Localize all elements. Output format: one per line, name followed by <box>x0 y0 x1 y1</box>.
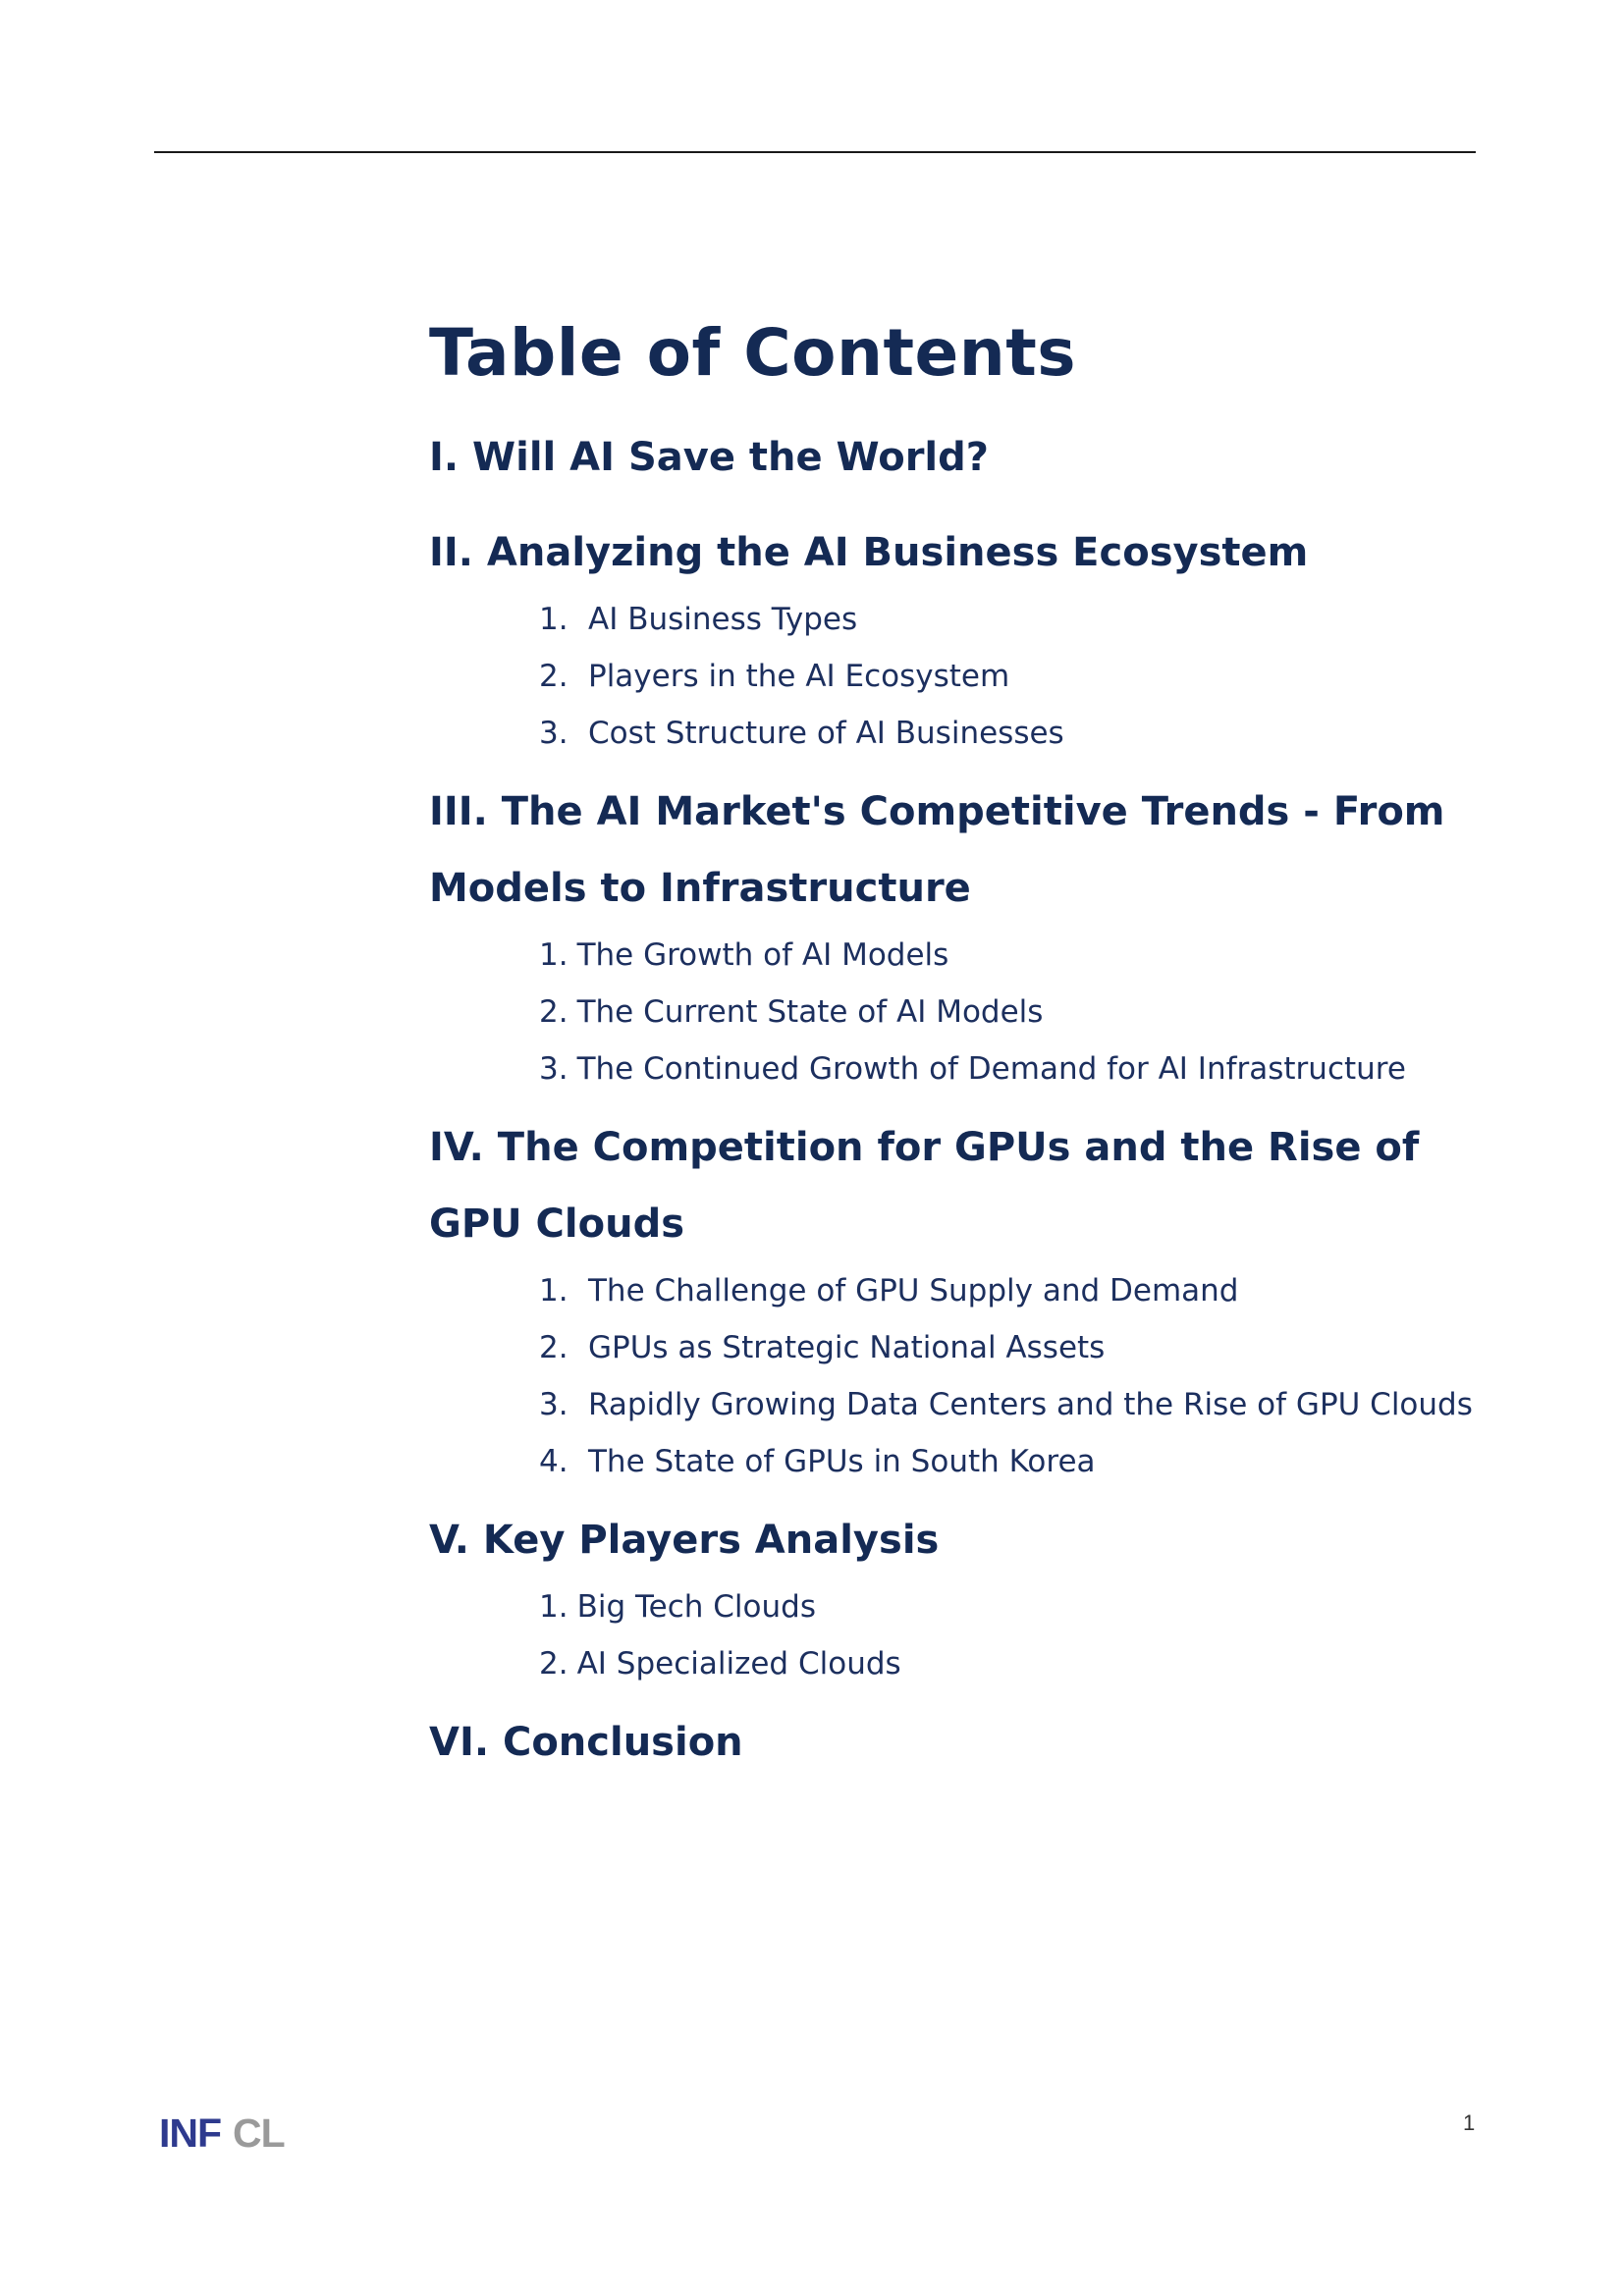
item-text: The Continued Growth of Demand for AI Infrastructure <box>576 1051 1406 1087</box>
list-item[interactable] <box>539 927 1489 984</box>
section-heading[interactable]: IV. The Competition for GPUs and the Rise of GPU Clouds <box>429 1125 1420 1247</box>
item-text: AI Business Types <box>588 602 858 637</box>
section-heading[interactable]: II. Analyzing the AI Business Ecosystem <box>429 530 1309 575</box>
item-number: 2. <box>539 994 568 1030</box>
toc-section-6 <box>429 1704 1489 1781</box>
item-number: 3. <box>539 1387 568 1422</box>
list-item[interactable] <box>539 1041 1489 1097</box>
logo-part-inf: INF <box>159 2110 222 2156</box>
item-text: Players in the AI Ecosystem <box>588 659 1010 694</box>
item-number: 3. <box>539 1051 568 1087</box>
toc-section-2 <box>429 514 1489 762</box>
item-number: 1. <box>539 937 568 973</box>
list-item[interactable] <box>539 591 1489 648</box>
toc-section-1 <box>429 419 1489 496</box>
item-text: Cost Structure of AI Businesses <box>588 716 1064 751</box>
subsection-list <box>429 1578 1489 1692</box>
list-item[interactable] <box>539 1262 1489 1319</box>
list-item[interactable] <box>539 648 1489 705</box>
list-item[interactable] <box>539 1433 1489 1490</box>
subsection-list <box>429 1262 1489 1490</box>
item-text: The Current State of AI Models <box>576 994 1044 1030</box>
page-number: 1 <box>1463 2110 1476 2135</box>
company-logo <box>159 2110 285 2157</box>
section-heading[interactable]: V. Key Players Analysis <box>429 1518 940 1563</box>
item-text: The Growth of AI Models <box>576 937 949 973</box>
logo-part-cl: CL <box>233 2110 285 2156</box>
header-rule <box>154 151 1476 153</box>
section-heading[interactable]: III. The AI Market's Competitive Trends - From Models to Infrastructure <box>429 789 1445 911</box>
toc-section-4 <box>429 1109 1489 1490</box>
item-text: Big Tech Clouds <box>576 1589 816 1625</box>
item-text: The Challenge of GPU Supply and Demand <box>588 1273 1239 1308</box>
page-title: Table of Contents <box>429 315 1077 391</box>
item-number: 2. <box>539 1646 568 1682</box>
item-number: 1. <box>539 602 568 637</box>
item-number: 1. <box>539 1589 568 1625</box>
toc-section-3 <box>429 774 1489 1097</box>
list-item[interactable] <box>539 1376 1489 1433</box>
section-heading[interactable]: I. Will AI Save the World? <box>429 435 989 480</box>
item-text: AI Specialized Clouds <box>576 1646 901 1682</box>
table-of-contents <box>429 309 1489 1781</box>
list-item[interactable] <box>539 705 1489 762</box>
section-heading[interactable]: VI. Conclusion <box>429 1720 743 1765</box>
item-number: 1. <box>539 1273 568 1308</box>
list-item[interactable] <box>539 1635 1489 1692</box>
item-number: 2. <box>539 1330 568 1365</box>
subsection-list <box>429 927 1489 1097</box>
toc-section-5 <box>429 1502 1489 1692</box>
item-text: The State of GPUs in South Korea <box>588 1444 1096 1479</box>
list-item[interactable] <box>539 1578 1489 1635</box>
item-number: 3. <box>539 716 568 751</box>
item-text: GPUs as Strategic National Assets <box>588 1330 1106 1365</box>
item-text: Rapidly Growing Data Centers and the Rise of GPU Clouds <box>588 1387 1473 1422</box>
subsection-list <box>429 591 1489 762</box>
list-item[interactable] <box>539 984 1489 1041</box>
item-number: 2. <box>539 659 568 694</box>
item-number: 4. <box>539 1444 568 1479</box>
list-item[interactable] <box>539 1319 1489 1376</box>
